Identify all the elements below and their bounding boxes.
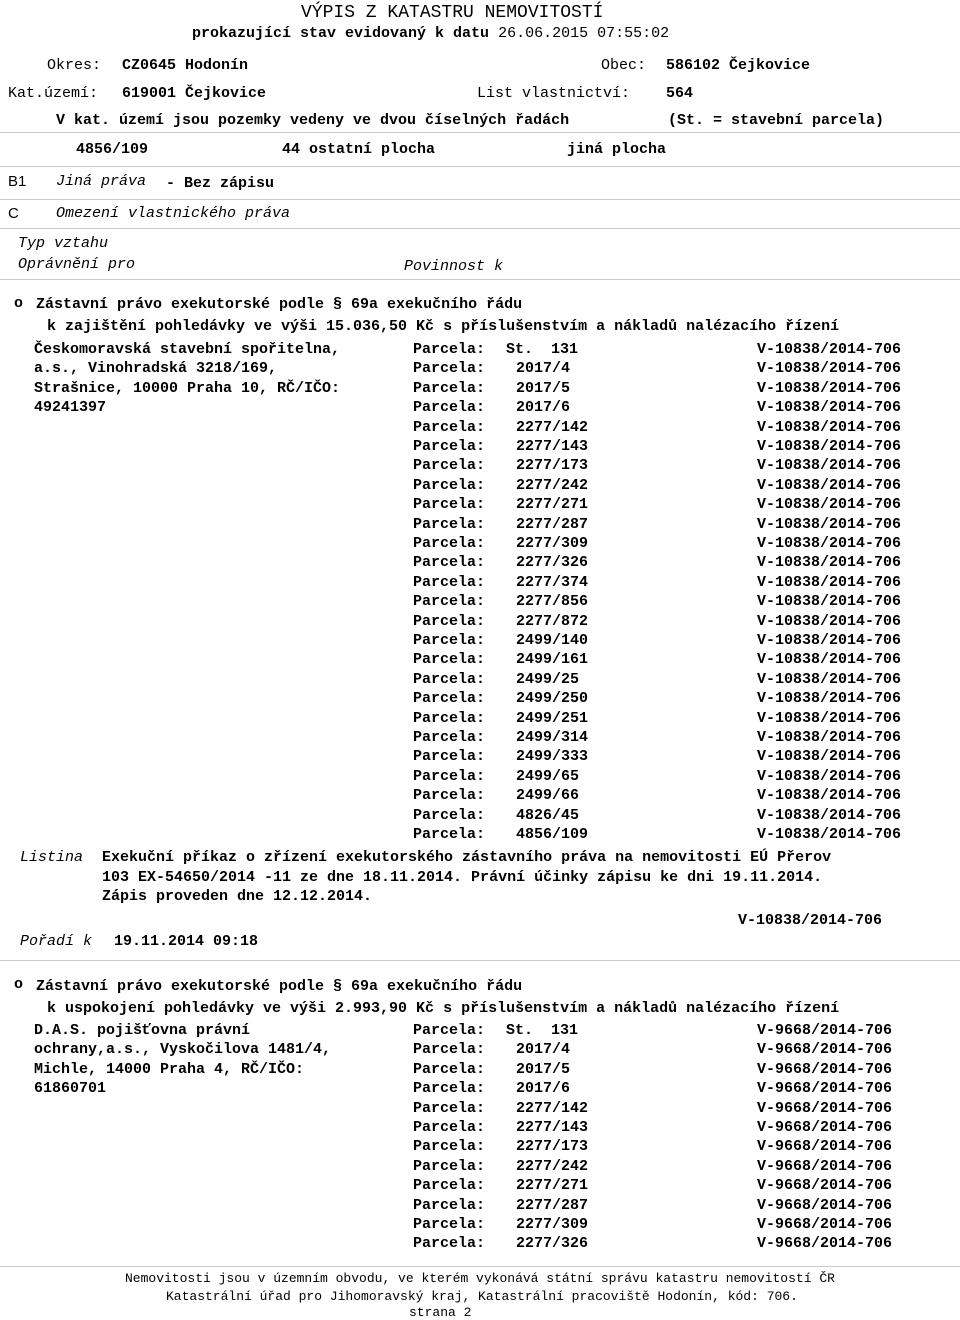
series-note: V kat. území jsou pozemky vedeny ve dvou číselných řadách [56, 112, 570, 129]
parcel-number: 2277/142 [516, 1099, 589, 1117]
parcel-label: Parcela: [413, 806, 486, 824]
b1-code: B1 [8, 173, 27, 190]
entry1-listina-line3: Zápis proveden dne 12.12.2014. [102, 888, 373, 905]
parcel-ref: V-10838/2014-706 [757, 341, 902, 358]
parcel-label: Parcela: [413, 1235, 486, 1253]
document-subtitle [192, 26, 669, 41]
parcel-number: 2499/65 [516, 767, 580, 785]
parcel-ref: V-10838/2014-706 [757, 670, 902, 688]
parcel-number: 2499/161 [516, 651, 589, 669]
parcel-label: Parcela: [413, 1196, 486, 1214]
creditor-line: Michle, 14000 Praha 4, RČ/IČO: [34, 1060, 305, 1078]
creditor-line: 61860701 [34, 1080, 107, 1098]
parcel-number: 2017/5 [516, 379, 571, 397]
parcel-label: Parcela: [413, 1157, 486, 1175]
parcel-ref: V-10838/2014-706 [757, 554, 902, 572]
parcel-label: Parcela: [413, 1177, 486, 1195]
parcel-label: Parcela: [413, 709, 486, 727]
parcel-number: 2277/856 [516, 593, 589, 611]
obec-label: Obec: [601, 57, 647, 74]
parcel-ref: V-9668/2014-706 [757, 1060, 893, 1078]
parcel-ref: V-10838/2014-706 [757, 496, 902, 514]
parcel-label: Parcela: [413, 632, 486, 649]
parcel-number: 2499/333 [516, 748, 589, 766]
parcel-number: 2499/251 [516, 709, 589, 727]
entry1-listina-label: Listina [20, 849, 84, 866]
parcel-number: 2277/326 [516, 554, 589, 572]
parcel-ref: V-10838/2014-706 [757, 709, 902, 727]
povinnost-k-label: Povinnost k [404, 258, 504, 275]
footer-line1: Nemovitosti jsou v územním obvodu, ve kterém vykonává státní správu katastru nemovitostí ČR [125, 1271, 835, 1286]
parcel-ref: V-9668/2014-706 [757, 1080, 893, 1098]
parcel-label: Parcela: [413, 496, 486, 514]
parcel-label: Parcela: [413, 573, 486, 591]
footer-line2: Katastrální úřad pro Jihomoravský kraj, Katastrální pracoviště Hodonín, kód: 706. [166, 1289, 798, 1304]
parcel-ref: V-10838/2014-706 [757, 632, 902, 649]
parcel-number: 2017/4 [516, 1041, 571, 1059]
parcel-label: Parcela: [413, 1099, 486, 1117]
parcel-number: 2499/66 [516, 787, 580, 805]
parcel-ref: V-10838/2014-706 [757, 651, 902, 669]
entry1-title: Zástavní právo exekutorské podle § 69a exekučního řádu [36, 296, 523, 313]
parcel-label: Parcela: [413, 1080, 486, 1098]
parcel-label: Parcela: [413, 612, 486, 630]
parcel-label: Parcela: [413, 593, 486, 611]
typ-vztahu-label: Typ vztahu [18, 235, 109, 252]
katuzemi-label: Kat.území: [8, 85, 99, 102]
creditor-line: D.A.S. pojišťovna právní [34, 1022, 251, 1039]
footer-page: strana 2 [409, 1305, 472, 1320]
parcel-ref: V-10838/2014-706 [757, 535, 902, 552]
parcel-ref: V-10838/2014-706 [757, 767, 902, 785]
parcel-label: Parcela: [413, 341, 486, 358]
parcel-label: Parcela: [413, 690, 486, 708]
c-header-divider [0, 279, 960, 280]
okres-value: CZ0645 Hodonín [122, 57, 249, 74]
parcel-ref: V-10838/2014-706 [757, 612, 902, 630]
creditor-line: Strašnice, 10000 Praha 10, RČ/IČO: [34, 379, 341, 397]
parcel-number: 2499/25 [516, 670, 580, 688]
parcel-label: Parcela: [413, 670, 486, 688]
parcel-label: Parcela: [413, 554, 486, 572]
parcel-ref: V-10838/2014-706 [757, 806, 902, 824]
c-divider [0, 228, 960, 229]
parcel-ref: V-10838/2014-706 [757, 729, 902, 746]
parcel-number: 4856/109 [516, 826, 589, 843]
parcel-number: 2499/250 [516, 690, 589, 708]
parcel-label: Parcela: [413, 457, 486, 475]
parcel-number: 2017/4 [516, 360, 571, 378]
parcel-ref: V-10838/2014-706 [757, 418, 902, 436]
parcel-number: 2277/872 [516, 612, 589, 630]
parcel-label: Parcela: [413, 476, 486, 494]
parcel-number: St. 131 [506, 341, 579, 358]
okres-label: Okres: [47, 57, 102, 74]
entry-divider [0, 960, 960, 961]
parcel-ref: V-10838/2014-706 [757, 457, 902, 475]
entry1-listina-line1: Exekuční příkaz o zřízení exekutorského zástavního práva na nemovitosti EÚ Přerov [102, 849, 832, 866]
parcel-label: Parcela: [413, 787, 486, 805]
creditor-line: Českomoravská stavební spořitelna, [34, 341, 341, 358]
entry1-subtitle: k zajištění pohledávky ve výši 15.036,50 Kč s příslušenstvím a nákladů nalézacího řízení [47, 318, 840, 335]
parcel-number: 2277/326 [516, 1235, 589, 1253]
c-label: Omezení vlastnického práva [56, 205, 291, 222]
c-code: C [8, 205, 19, 222]
entry2-title: Zástavní právo exekutorské podle § 69a exekučního řádu [36, 978, 523, 995]
document-title: VÝPIS Z KATASTRU NEMOVITOSTÍ [301, 3, 604, 23]
parcel-ref: V-9668/2014-706 [757, 1022, 893, 1039]
parcel-ref: V-10838/2014-706 [757, 690, 902, 708]
subtitle-date: 26.06.2015 07:55:02 [498, 25, 670, 42]
parcel-label: Parcela: [413, 1060, 486, 1078]
parcel-number: 2277/374 [516, 573, 589, 591]
parcel-ref: V-9668/2014-706 [757, 1119, 893, 1136]
parcel-ref: V-9668/2014-706 [757, 1138, 893, 1156]
parcel-number: 2499/314 [516, 729, 589, 746]
parcel-label: Parcela: [413, 1216, 486, 1233]
parcel-ref: V-9668/2014-706 [757, 1235, 893, 1253]
parcel-number: 2277/309 [516, 1216, 589, 1233]
parcel-ref: V-10838/2014-706 [757, 593, 902, 611]
creditor-line: a.s., Vinohradská 3218/169, [34, 360, 278, 378]
entry1-poradi-value: 19.11.2014 09:18 [114, 933, 259, 950]
b1-divider [0, 199, 960, 200]
parcel-use: jiná plocha [567, 141, 667, 158]
parcel-number: 2277/143 [516, 438, 589, 455]
parcel-area-kind: 44 ostatní plocha [282, 141, 436, 158]
parcel-label: Parcela: [413, 535, 486, 552]
parcel-number: 2277/173 [516, 457, 589, 475]
parcel-label: Parcela: [413, 826, 486, 843]
series-note-right: (St. = stavební parcela) [668, 112, 885, 129]
parcel-ref: V-9668/2014-706 [757, 1216, 893, 1233]
creditor-line: 49241397 [34, 399, 107, 417]
footer-divider [0, 1266, 960, 1267]
parcel-number: 4826/45 [516, 806, 580, 824]
entry1-listina-line2: 103 EX-54650/2014 -11 ze dne 18.11.2014. Právní účinky zápisu ke dni 19.11.2014. [102, 869, 823, 886]
parcel-label: Parcela: [413, 1138, 486, 1156]
parcel-number: 2277/242 [516, 1157, 589, 1175]
parcel-divider [0, 166, 960, 167]
parcel-label: Parcela: [413, 1119, 486, 1136]
parcel-number: 2017/5 [516, 1060, 571, 1078]
parcel-label: Parcela: [413, 399, 486, 417]
parcel-label: Parcela: [413, 1041, 486, 1059]
entry1-listina-ref: V-10838/2014-706 [738, 912, 883, 929]
parcel-label: Parcela: [413, 438, 486, 455]
katuzemi-value: 619001 Čejkovice [122, 85, 267, 102]
parcel-number: 2017/6 [516, 1080, 571, 1098]
parcel-number: 2277/271 [516, 1177, 589, 1195]
parcel-ref: V-10838/2014-706 [757, 379, 902, 397]
parcel-ref: V-10838/2014-706 [757, 748, 902, 766]
parcel-ref: V-9668/2014-706 [757, 1157, 893, 1175]
parcel-ref: V-9668/2014-706 [757, 1041, 893, 1059]
parcel-number: 2277/287 [516, 1196, 589, 1214]
header-divider [0, 132, 960, 133]
parcel-ref: V-10838/2014-706 [757, 476, 902, 494]
entry2-subtitle: k uspokojení pohledávky ve výši 2.993,90 Kč s příslušenstvím a nákladů nalézacího řízení [47, 1000, 840, 1017]
parcel-ref: V-10838/2014-706 [757, 438, 902, 455]
lv-label: List vlastnictví: [477, 85, 631, 102]
opravneni-pro-label: Oprávnění pro [18, 256, 136, 273]
parcel-number: 2277/242 [516, 476, 589, 494]
parcel-ref: V-10838/2014-706 [757, 515, 902, 533]
parcel-label: Parcela: [413, 379, 486, 397]
parcel-number: 2277/309 [516, 535, 589, 552]
obec-value: 586102 Čejkovice [666, 57, 811, 74]
parcel-label: Parcela: [413, 729, 486, 746]
parcel-number: 2277/173 [516, 1138, 589, 1156]
b1-value: - Bez zápisu [166, 175, 275, 192]
parcel-label: Parcela: [413, 515, 486, 533]
parcel-ref: V-10838/2014-706 [757, 399, 902, 417]
creditor-line: ochrany,a.s., Vyskočilova 1481/4, [34, 1041, 332, 1059]
parcel-label: Parcela: [413, 360, 486, 378]
parcel-ref: V-9668/2014-706 [757, 1099, 893, 1117]
parcel-number: 2499/140 [516, 632, 589, 649]
entry2-bullet: o [14, 976, 24, 993]
lv-value: 564 [666, 85, 694, 102]
parcel-ref: V-10838/2014-706 [757, 360, 902, 378]
parcel-number: 2277/143 [516, 1119, 589, 1136]
parcel-number: 2277/287 [516, 515, 589, 533]
parcel-number: 2017/6 [516, 399, 571, 417]
b1-label: Jiná práva [56, 173, 147, 190]
parcel-ref: V-9668/2014-706 [757, 1196, 893, 1214]
parcel-label: Parcela: [413, 748, 486, 766]
parcel-number: 2277/271 [516, 496, 589, 514]
subtitle-prefix: prokazující stav evidovaný k datu [192, 25, 490, 42]
parcel-ref: V-10838/2014-706 [757, 573, 902, 591]
entry1-bullet: o [14, 295, 24, 312]
parcel-label: Parcela: [413, 767, 486, 785]
parcel-ref: V-10838/2014-706 [757, 826, 902, 843]
parcel-number: 4856/109 [76, 141, 149, 158]
parcel-label: Parcela: [413, 418, 486, 436]
entry1-poradi-label: Pořadí k [20, 933, 93, 950]
parcel-label: Parcela: [413, 651, 486, 669]
parcel-number: 2277/142 [516, 418, 589, 436]
parcel-ref: V-10838/2014-706 [757, 787, 902, 805]
parcel-ref: V-9668/2014-706 [757, 1177, 893, 1195]
parcel-label: Parcela: [413, 1022, 486, 1039]
parcel-number: St. 131 [506, 1022, 579, 1039]
